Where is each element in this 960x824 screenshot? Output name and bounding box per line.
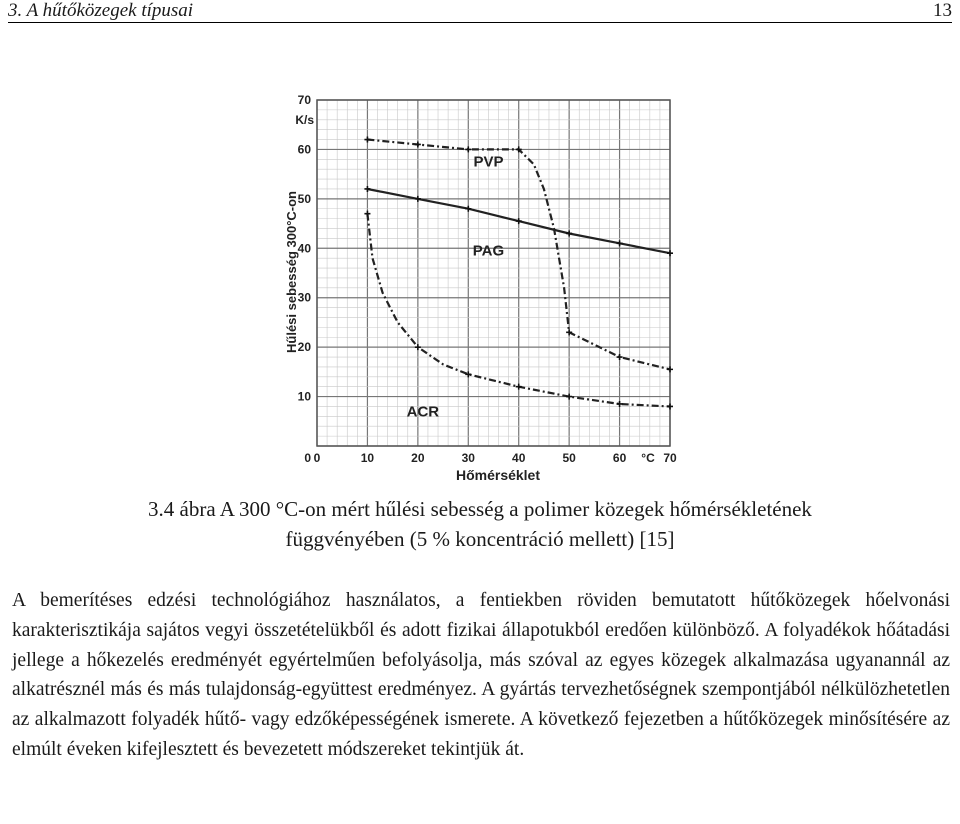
data-point [667,366,673,372]
data-point [364,137,370,143]
caption-line-1: 3.4 ábra A 300 °C-on mért hűlési sebesség a polimer közegek hőmérsékletének [148,497,812,521]
x-tick-label: 50 [562,451,576,465]
data-point [566,230,572,236]
x-axis-label: Hőmérséklet [455,467,541,483]
x-tick-label: 10 [360,451,375,465]
x-tick-label: 60 [612,451,627,465]
x-tick-label: 30 [461,451,475,465]
y-axis-unit: K/s [295,113,314,127]
data-point [364,211,370,217]
y-tick-label: 10 [297,389,311,404]
x-tick-label: 0 [313,451,321,465]
data-point [415,344,421,350]
y-tick-label: 70 [297,93,311,107]
cooling-rate-chart [270,84,690,490]
data-point [465,371,471,377]
data-point [617,401,623,407]
y-axis-label: Hűlési sebesség 300°C-on [284,191,299,353]
x-tick-label: 70 [663,451,677,465]
chart-grid [317,100,670,446]
running-header [8,0,952,23]
data-point [516,384,522,390]
data-point [465,206,471,212]
data-point [667,250,673,256]
plot-frame [317,100,670,446]
data-point [465,146,471,152]
x-axis-unit: °C [641,451,655,465]
page-number: 13 [933,0,952,21]
y-tick-label: 0 [304,451,311,465]
data-point [364,186,370,192]
data-point [415,196,421,202]
y-tick-label: 40 [297,241,311,256]
y-tick-label: 20 [297,340,311,355]
body-paragraph: A bemerítéses edzési technológiához használatos, a fentiekben röviden bemutatott hűtőközegek hőelvonási karakterisztikája sajátos vegyi összetételükből és adott fizikai állapotukból eredően különböző. A folyadékok hőátadási jellege a hőkezelés eredményét egyértelműen befolyásolja, más szóval az egyes közegek alkalmazása ugyanannál az alkatrésznél más és más tulajdonság-együttest eredményez. A gyártás tervezhetőségnek szempontjából nélkülözhetetlen az alkalmazott folyadék hűtő- vagy edzőképességének ismerete. A következő fejezetben a hűtőközegek minősítésére az elmúlt éveken kifejlesztett és bevezetett módszereket tekintjük át. [12,590,950,760]
data-point [617,240,623,246]
x-tick-label: 20 [411,451,425,465]
y-tick-label: 30 [297,290,311,305]
data-point [566,394,572,400]
caption-line-2: függvényében (5 % koncentráció mellett) [15] [285,527,675,551]
data-point [617,354,623,360]
data-point [516,218,522,224]
y-tick-label: 60 [297,142,311,157]
chapter-title: 3. A hűtőközegek típusai [8,0,194,21]
series-label-pvp: PVP [473,153,504,171]
y-tick-label: 50 [297,191,311,206]
series-label-acr: ACR [406,403,440,421]
x-tick-label: 40 [512,451,526,465]
figure-caption [0,494,960,554]
data-point [415,141,421,147]
series-label-pag: PAG [472,242,505,260]
data-point [667,403,673,409]
